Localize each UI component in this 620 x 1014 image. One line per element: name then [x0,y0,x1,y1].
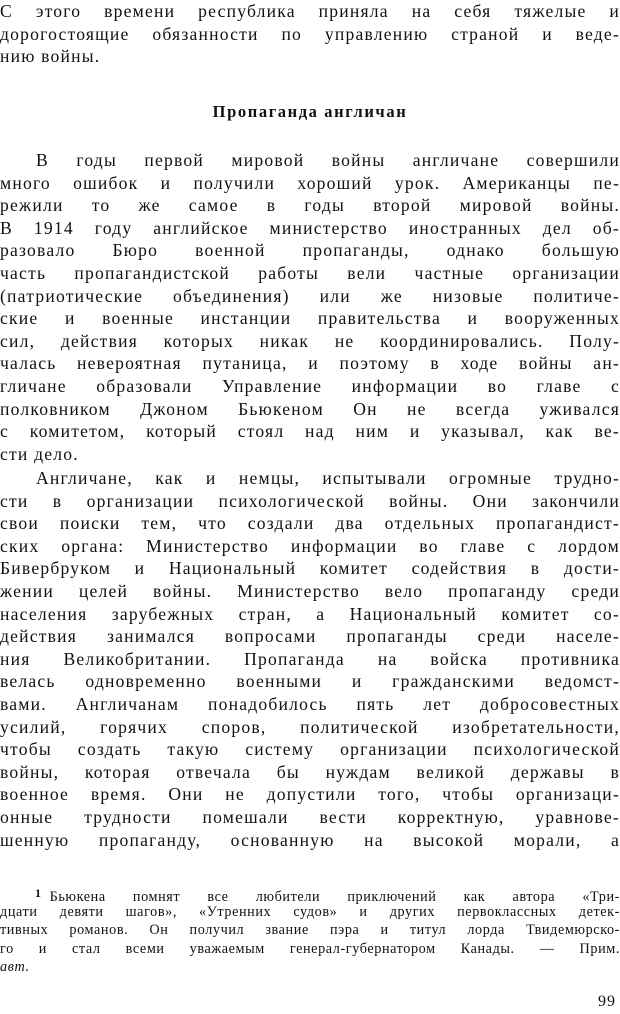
text-line: часть пропагандистской работы вели частные организации [0,263,620,283]
footnote-line [0,884,620,905]
text-line: вами. Англичанам понадобилось пять лет добросовестных [0,694,620,714]
text-line: (патриотические объединения) или же низовые политиче- [0,285,620,306]
footnote-line: го и стал всеми уважаемым генерал-губернатором Канады. — Прим. [0,940,620,957]
text-line: Бивербруком и Национальный комитет содействия в дости- [0,558,620,579]
footnote-marker: 1 [35,886,42,900]
text-line: дорогостоящие обязанности по управлению страной и веде- [0,23,620,44]
text-line: С этого времени республика приняла на себя тяжелые и [0,1,620,21]
page-number: 99 [598,993,616,1010]
text-line: населения зарубежных стран, а Национальный комитет со- [0,603,620,624]
text-line: гличане образовали Управление информации во главе с [0,376,620,396]
text-line: сти в организации психологической войны. Они закончили [0,490,620,511]
text-line: войны, которая отвечала бы нуждам великой державы в [0,761,620,782]
footnote-line: авт. [0,959,30,975]
text-line: В годы первой мировой войны англичане совершили [36,150,620,170]
text-line: много ошибок и получили хороший урок. Американцы пе- [0,172,620,193]
text-line: сил, действия которых никак не координировались. Полу- [0,330,620,351]
text-line: ния Великобритании. Пропаганда на войска противника [0,648,620,669]
text-line: режили то же самое в годы второй мировой войны. [0,195,620,216]
text-line: сти дело. [0,443,79,464]
text-line: усилий, горячих споров, политической изобретательности, [0,716,620,737]
text-line: онные трудности помешали вести корректную, уравнове- [0,807,620,827]
footnote-line: дцати девяти шагов», «Утренних судов» и других первоклассных детек- [0,903,620,920]
text-line: свои поиски тем, что создали два отдельных пропагандист- [0,513,620,534]
text-line: разовало Бюро военной пропаганды, однако большую [0,240,620,261]
text-line: нию войны. [0,46,101,67]
text-line: полковником Джоном Бьюкеном Он не всегда уживался [0,398,620,419]
footnote-text: Бьюкена помнят все любители приключений как автора «Три- [49,889,620,905]
text-line: ских органа: Министерство информации во главе с лордом [0,535,620,556]
text-line: жении целей войны. Министерство вело пропаганду среди [0,581,620,601]
text-line: Англичане, как и немцы, испытывали огромные трудно- [36,468,620,488]
text-line: велась одновременно военными и гражданскими ведомст- [0,671,620,692]
footnote-line: тивных романов. Он получил звание пэра и титул лорда Твидемюрско- [0,922,620,938]
text-line: чалась невероятная путаница, и поэтому в ходе войны ан- [0,353,620,374]
text-line: В 1914 году английское министерство иностранных дел об- [0,217,620,238]
text-line: действия занимался вопросами пропаганды среди населе- [0,626,620,647]
section-heading: Пропаганда англичан [212,102,408,121]
text-line: с комитетом, который стоял над ним и указывал, как ве- [0,421,620,442]
text-line: военное время. Они не допустили того, чтобы организаци- [0,784,620,805]
text-line: шенную пропаганду, основанную на высокой морали, а [0,829,620,850]
text-line: чтобы создать такую систему организации психологической [0,739,620,760]
text-line: ские и военные инстанции правительства и вооруженных [0,308,620,329]
